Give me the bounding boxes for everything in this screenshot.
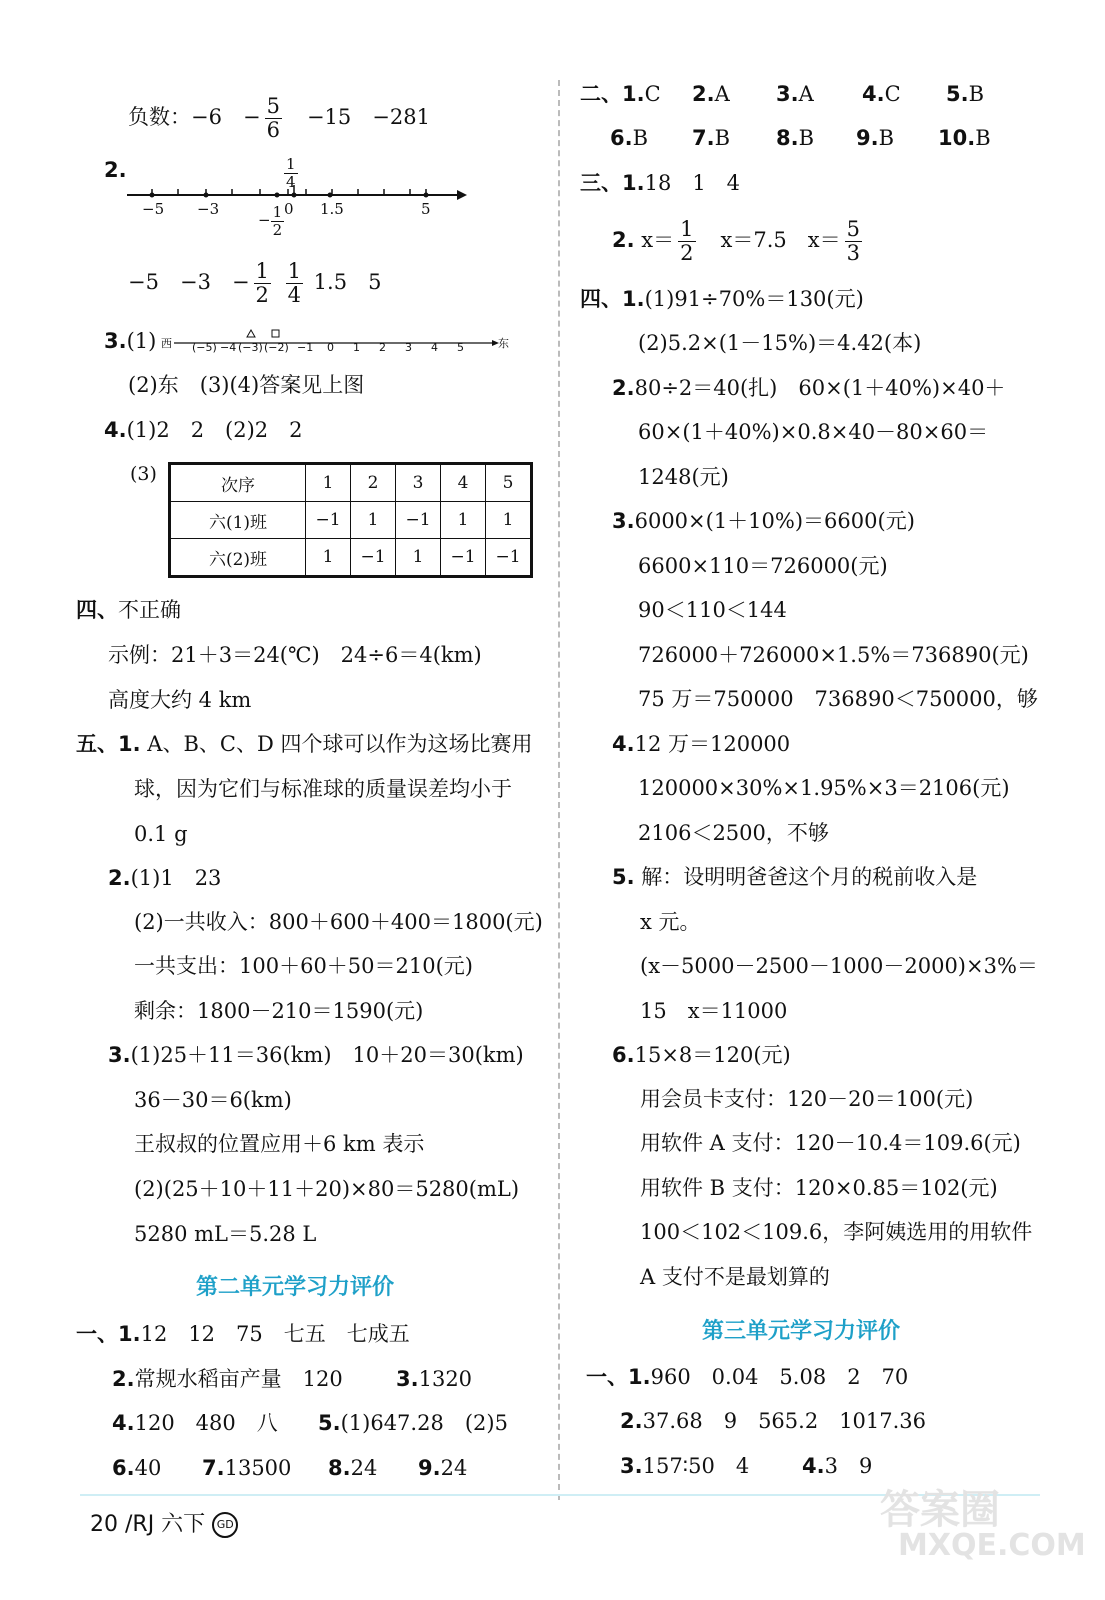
s5-q3-line5: 5280 mL＝5.28 L	[134, 1222, 317, 1246]
s4r-q5-line4: 15 x＝11000	[640, 999, 788, 1023]
section4-title: 四、不正确	[76, 598, 181, 622]
u3-line1: 一、1.960 0.04 5.08 2 70	[586, 1365, 909, 1389]
s5-q3-line4: (2)(25＋10＋11＋20)×80＝5280(mL)	[134, 1177, 520, 1201]
table-cell: 次序	[170, 464, 306, 502]
table-cell: 1	[486, 502, 532, 539]
table-cell: 1	[306, 464, 351, 502]
table-cell: 1	[396, 539, 441, 577]
u2-q3: 3.1320	[396, 1367, 473, 1391]
s2-item: 8.B	[776, 126, 815, 150]
s5-q2-line1: 2.(1)1 23	[108, 866, 222, 890]
s5-q2-line3: 一共支出：100＋60＋50＝210(元)	[134, 954, 473, 978]
gd-badge-icon: GD	[212, 1512, 238, 1538]
s4r-q6-line2: 用会员卡支付：120－20＝100(元)	[640, 1087, 974, 1111]
u2-q9: 9.24	[418, 1456, 468, 1480]
table-cell: 3	[396, 464, 441, 502]
s2-item: 6.B	[610, 126, 649, 150]
axis-label: 4	[431, 341, 438, 354]
u3-q3: 3.157∶50 4	[620, 1454, 750, 1478]
u2-q6: 6.40	[112, 1456, 162, 1480]
neg-half-mark: − $\frac{1}{2}$	[258, 203, 283, 239]
table-row	[170, 539, 532, 577]
s5-q3-line2: 36－30＝6(km)	[134, 1088, 292, 1112]
table-cell: 1	[441, 502, 486, 539]
s2-item: 9.B	[856, 126, 895, 150]
s4r-q3-line5: 75 万＝750000 736890＜750000，够	[638, 687, 1038, 711]
q4-line1: 4.(1)2 2 (2)2 2	[104, 418, 303, 442]
s4r-line1: 四、1.(1)91÷70%＝130(元)	[580, 287, 864, 311]
tick-zero: 0	[284, 200, 294, 218]
west-label: 西	[161, 337, 172, 350]
tick-neg5: −5	[142, 200, 165, 218]
table-cell: 2	[351, 464, 396, 502]
table-cell: 5	[486, 464, 532, 502]
section4-line2: 高度大约 4 km	[108, 688, 252, 712]
section4-line1: 示例：21＋3＝24(℃) 24÷6＝4(km)	[108, 643, 482, 667]
u2-line2: 2.常规水稻亩产量 120	[112, 1367, 343, 1391]
s3-q2: 2. x＝ $\frac{1}{2}$ x＝7.5 x＝ $\frac{5}{3}$	[612, 217, 860, 266]
page-number: 20	[90, 1512, 118, 1537]
section5-line2: 球，因为它们与标准球的质量误差均小于	[134, 777, 512, 801]
axis-label: (−5)	[192, 341, 217, 354]
u2-q8: 8.24	[328, 1456, 378, 1480]
s4r-q2-line1: 2.80÷2＝40(扎) 60×(1＋40%)×40＋	[612, 376, 1006, 400]
tick-5: 5	[421, 200, 431, 218]
s4r-q6-line4: 用软件 B 支付：120×0.85＝102(元)	[640, 1176, 998, 1200]
q4-sub3: (3)	[130, 463, 157, 485]
table-cell: −1	[441, 539, 486, 577]
u2-line1: 一、1.12 12 75 七五 七成五	[76, 1322, 410, 1346]
section5-line3: 0.1 g	[134, 822, 188, 846]
u3-q4: 4.3 9	[802, 1454, 873, 1478]
s4r-q3-line1: 3.6000×(1＋10%)＝6600(元)	[612, 509, 915, 533]
s4r-q3-line2: 6600×110＝726000(元)	[638, 554, 888, 578]
unit3-title: 第三单元学习力评价	[702, 1319, 901, 1344]
s4r-q6-line3: 用软件 A 支付：120－10.4＝109.6(元)	[640, 1131, 1021, 1155]
axis-label: 0	[327, 341, 334, 354]
tick-neg3: −3	[197, 200, 220, 218]
axis-label: 1	[353, 341, 360, 354]
s4r-q6-line1: 6.15×8＝120(元)	[612, 1043, 791, 1067]
s2-item: 3.A	[776, 82, 814, 106]
negative-numbers-line: 负数：−6 − $\frac{5}{6}$ −15 −281	[128, 94, 430, 143]
s2-item: 5.B	[946, 82, 985, 106]
table-cell: 六(2)班	[170, 539, 306, 577]
q3-line1: 3.(1)	[104, 329, 157, 353]
s5-q2-line2: (2)一共收入：800＋600＋400＝1800(元)	[134, 910, 543, 934]
s2-item: 7.B	[692, 126, 731, 150]
s4r-q3-line4: 726000＋726000×1.5%＝736890(元)	[638, 643, 1029, 667]
s5-q2-line4: 剩余：1800－210＝1590(元)	[134, 999, 424, 1023]
q2-answers: −5 −3 − $\frac{1}{2}$ $\frac{1}{4}$ 1.5 5	[128, 259, 382, 308]
s4r-q2-line3: 1248(元)	[638, 465, 729, 489]
book-code: /RJ 六下	[125, 1512, 206, 1537]
table-cell: −1	[351, 539, 396, 577]
s5-q3-line3: 王叔叔的位置应用＋6 km 表示	[134, 1132, 425, 1156]
s4r-q4-line3: 2106＜2500，不够	[638, 821, 829, 845]
east-label: 东	[498, 337, 509, 350]
s3-line1: 三、1.18 1 4	[580, 171, 741, 195]
table-cell: 1	[306, 539, 351, 577]
table-row	[170, 464, 532, 502]
s4r-q2-line2: 60×(1＋40%)×0.8×40－80×60＝	[638, 420, 989, 444]
number-line-q3	[160, 326, 510, 356]
s4r-q6-line6: A 支付不是最划算的	[640, 1265, 830, 1289]
s2-row1: 二、1.C	[580, 82, 661, 106]
axis-label: 3	[405, 341, 412, 354]
table-cell: 1	[351, 502, 396, 539]
s2-item: 2.A	[692, 82, 730, 106]
u2-q7: 7.13500	[202, 1456, 292, 1480]
table-cell: −1	[396, 502, 441, 539]
u2-q5: 5.(1)647.28 (2)5	[318, 1411, 508, 1435]
axis-label: −4	[220, 341, 237, 354]
axis-label: (−3)	[238, 341, 263, 354]
table-row	[170, 502, 532, 539]
quarter-mark: $\frac{1}{4}$	[286, 155, 296, 191]
page-footer	[90, 1512, 238, 1538]
s4r-q3-line3: 90＜110＜144	[638, 598, 787, 622]
table-cell: −1	[306, 502, 351, 539]
s4r-line2: (2)5.2×(1－15%)＝4.42(本)	[638, 331, 922, 355]
s4r-q5-line3: (x－5000－2500－1000－2000)×3%＝	[640, 954, 1038, 978]
s2-item: 4.C	[862, 82, 901, 106]
watermark-logo: 答案圈	[880, 1487, 1000, 1533]
s5-q3-line1: 3.(1)25＋11＝36(km) 10＋20＝30(km)	[108, 1043, 524, 1067]
watermark-url: MXQE.COM	[898, 1528, 1086, 1563]
table-cell: 六(1)班	[170, 502, 306, 539]
axis-label: (−2)	[264, 341, 289, 354]
s4r-q5-line2: x 元。	[640, 910, 701, 934]
axis-label: 2	[379, 341, 386, 354]
s2-item: 10.B	[938, 126, 991, 150]
score-table	[168, 462, 533, 578]
u3-q2: 2.37.68 9 565.2 1017.36	[620, 1409, 927, 1433]
table-cell: −1	[486, 539, 532, 577]
section5-line1: 五、1. A、B、C、D 四个球可以作为这场比赛用	[76, 732, 533, 756]
s4r-q6-line5: 100＜102＜109.6，李阿姨选用的用软件	[640, 1220, 1033, 1244]
s4r-q5-line1: 5. 解：设明明爸爸这个月的税前收入是	[612, 865, 978, 889]
unit2-title: 第二单元学习力评价	[196, 1275, 395, 1300]
q3-line2: (2)东 (3)(4)答案见上图	[128, 373, 365, 397]
u2-q4: 4.120 480 八	[112, 1411, 278, 1435]
tick-1-5: 1.5	[320, 200, 344, 218]
s4r-q4-line1: 4.12 万＝120000	[612, 732, 791, 756]
q2-label: 2.	[104, 158, 127, 182]
s4r-q4-line2: 120000×30%×1.95%×3＝2106(元)	[638, 776, 1010, 800]
column-divider	[558, 80, 560, 1500]
table-cell: 4	[441, 464, 486, 502]
axis-label: −1	[297, 341, 314, 354]
axis-label: 5	[457, 341, 464, 354]
